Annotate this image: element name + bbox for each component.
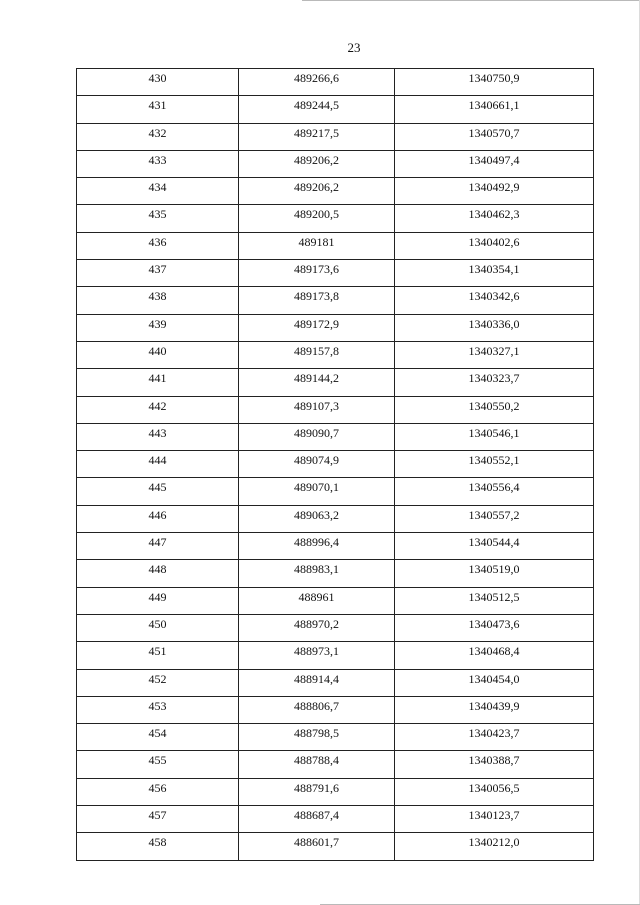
y-coordinate-cell xyxy=(395,178,594,205)
y-coordinate-cell xyxy=(395,423,594,450)
point-number-text: 455 xyxy=(148,753,167,768)
y-coordinate-text: 1340439,9 xyxy=(468,698,520,713)
y-coordinate-cell xyxy=(395,587,594,614)
y-coordinate-text: 1340323,7 xyxy=(468,371,520,386)
x-coordinate-text: 489070,1 xyxy=(294,480,339,495)
x-coordinate-text: 488961 xyxy=(298,589,335,604)
point-number-cell xyxy=(77,696,239,723)
table-row xyxy=(77,751,594,778)
point-number-text: 451 xyxy=(148,644,167,659)
x-coordinate-text: 489074,9 xyxy=(294,453,339,468)
point-number-text: 456 xyxy=(148,780,167,795)
y-coordinate-cell xyxy=(395,341,594,368)
point-number-text: 438 xyxy=(148,289,167,304)
x-coordinate-cell xyxy=(239,451,395,478)
table-row xyxy=(77,478,594,505)
x-coordinate-text: 488973,1 xyxy=(294,644,339,659)
table-row xyxy=(77,669,594,696)
y-coordinate-cell xyxy=(395,314,594,341)
point-number-text: 435 xyxy=(148,207,167,222)
y-coordinate-text: 1340570,7 xyxy=(468,125,520,140)
y-coordinate-text: 1340342,6 xyxy=(468,289,520,304)
point-number-text: 447 xyxy=(148,535,167,550)
point-number-cell xyxy=(77,205,239,232)
point-number-cell xyxy=(77,724,239,751)
x-coordinate-text: 489206,2 xyxy=(294,180,339,195)
table-row xyxy=(77,833,594,861)
point-number-cell xyxy=(77,396,239,423)
table-row xyxy=(77,533,594,560)
y-coordinate-text: 1340327,1 xyxy=(468,343,520,358)
x-coordinate-cell xyxy=(239,205,395,232)
table-row xyxy=(77,587,594,614)
table-row xyxy=(77,314,594,341)
y-coordinate-cell xyxy=(395,150,594,177)
y-coordinate-cell xyxy=(395,560,594,587)
table-row xyxy=(77,560,594,587)
table-row xyxy=(77,778,594,805)
x-coordinate-cell xyxy=(239,560,395,587)
point-number-cell xyxy=(77,314,239,341)
point-number-text: 452 xyxy=(148,671,167,686)
y-coordinate-cell xyxy=(395,369,594,396)
x-coordinate-cell xyxy=(239,833,395,861)
x-coordinate-cell xyxy=(239,96,395,123)
point-number-cell xyxy=(77,423,239,450)
point-number-cell xyxy=(77,533,239,560)
x-coordinate-text: 489172,9 xyxy=(294,316,339,331)
table-row xyxy=(77,724,594,751)
x-coordinate-text: 488996,4 xyxy=(294,535,339,550)
table-row xyxy=(77,505,594,532)
y-coordinate-cell xyxy=(395,260,594,287)
point-number-cell xyxy=(77,96,239,123)
point-number-cell xyxy=(77,778,239,805)
point-number-text: 454 xyxy=(148,726,167,741)
y-coordinate-cell xyxy=(395,778,594,805)
table-row xyxy=(77,205,594,232)
point-number-cell xyxy=(77,806,239,833)
x-coordinate-cell xyxy=(239,232,395,259)
table-row xyxy=(77,369,594,396)
point-number-cell xyxy=(77,287,239,314)
y-coordinate-text: 1340552,1 xyxy=(468,453,520,468)
x-coordinate-cell xyxy=(239,260,395,287)
point-number-text: 448 xyxy=(148,562,167,577)
y-coordinate-cell xyxy=(395,96,594,123)
x-coordinate-text: 488601,7 xyxy=(294,835,339,850)
y-coordinate-cell xyxy=(395,806,594,833)
point-number-cell xyxy=(77,478,239,505)
table-row xyxy=(77,423,594,450)
y-coordinate-cell xyxy=(395,833,594,861)
point-number-text: 434 xyxy=(148,180,167,195)
x-coordinate-cell xyxy=(239,150,395,177)
x-coordinate-text: 489217,5 xyxy=(294,125,339,140)
point-number-text: 439 xyxy=(148,316,167,331)
table-row xyxy=(77,341,594,368)
table-row xyxy=(77,123,594,150)
x-coordinate-cell xyxy=(239,123,395,150)
y-coordinate-text: 1340388,7 xyxy=(468,753,520,768)
y-coordinate-cell xyxy=(395,205,594,232)
point-number-text: 443 xyxy=(148,425,167,440)
x-coordinate-text: 489200,5 xyxy=(294,207,339,222)
point-number-cell xyxy=(77,260,239,287)
x-coordinate-cell xyxy=(239,178,395,205)
table-row xyxy=(77,806,594,833)
table-row xyxy=(77,232,594,259)
point-number-cell xyxy=(77,587,239,614)
table-row xyxy=(77,287,594,314)
table-row xyxy=(77,396,594,423)
x-coordinate-text: 488798,5 xyxy=(294,726,339,741)
x-coordinate-cell xyxy=(239,724,395,751)
y-coordinate-text: 1340550,2 xyxy=(468,398,520,413)
y-coordinate-text: 1340556,4 xyxy=(468,480,520,495)
y-coordinate-cell xyxy=(395,642,594,669)
x-coordinate-text: 489244,5 xyxy=(294,98,339,113)
y-coordinate-text: 1340462,3 xyxy=(468,207,520,222)
x-coordinate-cell xyxy=(239,314,395,341)
y-coordinate-text: 1340557,2 xyxy=(468,507,520,522)
point-number-cell xyxy=(77,614,239,641)
y-coordinate-cell xyxy=(395,232,594,259)
table-row xyxy=(77,178,594,205)
point-number-text: 445 xyxy=(148,480,167,495)
point-number-cell xyxy=(77,341,239,368)
point-number-text: 437 xyxy=(148,262,167,277)
x-coordinate-text: 488791,6 xyxy=(294,780,339,795)
y-coordinate-cell xyxy=(395,451,594,478)
y-coordinate-cell xyxy=(395,724,594,751)
x-coordinate-cell xyxy=(239,478,395,505)
point-number-text: 431 xyxy=(148,98,167,113)
coordinates-table-body xyxy=(77,69,594,861)
scan-edge-top xyxy=(302,0,640,1)
point-number-cell xyxy=(77,669,239,696)
x-coordinate-cell xyxy=(239,369,395,396)
point-number-text: 441 xyxy=(148,371,167,386)
point-number-text: 446 xyxy=(148,507,167,522)
y-coordinate-text: 1340402,6 xyxy=(468,234,520,249)
y-coordinate-text: 1340468,4 xyxy=(468,644,520,659)
y-coordinate-text: 1340492,9 xyxy=(468,180,520,195)
y-coordinate-cell xyxy=(395,533,594,560)
y-coordinate-text: 1340354,1 xyxy=(468,262,520,277)
y-coordinate-text: 1340546,1 xyxy=(468,425,520,440)
x-coordinate-cell xyxy=(239,69,395,96)
y-coordinate-cell xyxy=(395,478,594,505)
y-coordinate-cell xyxy=(395,396,594,423)
x-coordinate-text: 489173,6 xyxy=(294,262,339,277)
x-coordinate-text: 489063,2 xyxy=(294,507,339,522)
table-row xyxy=(77,642,594,669)
point-number-text: 449 xyxy=(148,589,167,604)
x-coordinate-text: 489157,8 xyxy=(294,343,339,358)
x-coordinate-cell xyxy=(239,533,395,560)
point-number-cell xyxy=(77,69,239,96)
y-coordinate-text: 1340519,0 xyxy=(468,562,520,577)
y-coordinate-text: 1340497,4 xyxy=(468,152,520,167)
y-coordinate-text: 1340544,4 xyxy=(468,535,520,550)
y-coordinate-cell xyxy=(395,505,594,532)
x-coordinate-text: 489266,6 xyxy=(294,71,339,85)
x-coordinate-cell xyxy=(239,287,395,314)
x-coordinate-cell xyxy=(239,778,395,805)
table-row xyxy=(77,614,594,641)
x-coordinate-text: 489090,7 xyxy=(294,425,339,440)
point-number-text: 430 xyxy=(148,71,167,85)
y-coordinate-text: 1340750,9 xyxy=(468,71,520,85)
point-number-text: 458 xyxy=(148,835,167,850)
point-number-cell xyxy=(77,232,239,259)
x-coordinate-text: 488687,4 xyxy=(294,808,339,823)
point-number-cell xyxy=(77,751,239,778)
y-coordinate-cell xyxy=(395,69,594,96)
y-coordinate-text: 1340661,1 xyxy=(468,98,520,113)
x-coordinate-cell xyxy=(239,696,395,723)
y-coordinate-text: 1340423,7 xyxy=(468,726,520,741)
x-coordinate-cell xyxy=(239,751,395,778)
y-coordinate-text: 1340512,5 xyxy=(468,589,520,604)
point-number-text: 436 xyxy=(148,234,167,249)
y-coordinate-text: 1340473,6 xyxy=(468,616,520,631)
table-row xyxy=(77,96,594,123)
x-coordinate-text: 488983,1 xyxy=(294,562,339,577)
y-coordinate-text: 1340056,5 xyxy=(468,780,520,795)
y-coordinate-text: 1340212,0 xyxy=(468,835,520,850)
x-coordinate-text: 489181 xyxy=(298,234,335,249)
x-coordinate-cell xyxy=(239,587,395,614)
y-coordinate-text: 1340454,0 xyxy=(468,671,520,686)
x-coordinate-text: 488788,4 xyxy=(294,753,339,768)
point-number-cell xyxy=(77,150,239,177)
table-row xyxy=(77,451,594,478)
point-number-text: 453 xyxy=(148,698,167,713)
x-coordinate-cell xyxy=(239,669,395,696)
point-number-text: 457 xyxy=(148,808,167,823)
point-number-text: 450 xyxy=(148,616,167,631)
x-coordinate-cell xyxy=(239,423,395,450)
point-number-text: 433 xyxy=(148,152,167,167)
table-row xyxy=(77,150,594,177)
x-coordinate-cell xyxy=(239,806,395,833)
x-coordinate-text: 488970,2 xyxy=(294,616,339,631)
y-coordinate-cell xyxy=(395,751,594,778)
table-row xyxy=(77,69,594,96)
y-coordinate-cell xyxy=(395,287,594,314)
y-coordinate-cell xyxy=(395,696,594,723)
point-number-cell xyxy=(77,833,239,861)
y-coordinate-text: 1340123,7 xyxy=(468,808,520,823)
x-coordinate-text: 488914,4 xyxy=(294,671,339,686)
point-number-cell xyxy=(77,505,239,532)
point-number-text: 432 xyxy=(148,125,167,140)
y-coordinate-cell xyxy=(395,123,594,150)
x-coordinate-text: 489173,8 xyxy=(294,289,339,304)
point-number-cell xyxy=(77,369,239,396)
x-coordinate-text: 489206,2 xyxy=(294,152,339,167)
point-number-text: 444 xyxy=(148,453,167,468)
y-coordinate-cell xyxy=(395,669,594,696)
point-number-cell xyxy=(77,642,239,669)
point-number-text: 442 xyxy=(148,398,167,413)
x-coordinate-cell xyxy=(239,396,395,423)
point-number-cell xyxy=(77,451,239,478)
point-number-cell xyxy=(77,560,239,587)
x-coordinate-cell xyxy=(239,505,395,532)
y-coordinate-cell xyxy=(395,614,594,641)
x-coordinate-text: 489107,3 xyxy=(294,398,339,413)
table-row xyxy=(77,260,594,287)
x-coordinate-text: 489144,2 xyxy=(294,371,339,386)
point-number-cell xyxy=(77,123,239,150)
point-number-cell xyxy=(77,178,239,205)
x-coordinate-cell xyxy=(239,341,395,368)
table-row xyxy=(77,696,594,723)
x-coordinate-cell xyxy=(239,642,395,669)
point-number-text: 440 xyxy=(148,343,167,358)
x-coordinate-text: 488806,7 xyxy=(294,698,339,713)
x-coordinate-cell xyxy=(239,614,395,641)
page-number: 23 xyxy=(347,40,361,55)
y-coordinate-text: 1340336,0 xyxy=(468,316,520,331)
coordinates-table xyxy=(76,68,594,861)
